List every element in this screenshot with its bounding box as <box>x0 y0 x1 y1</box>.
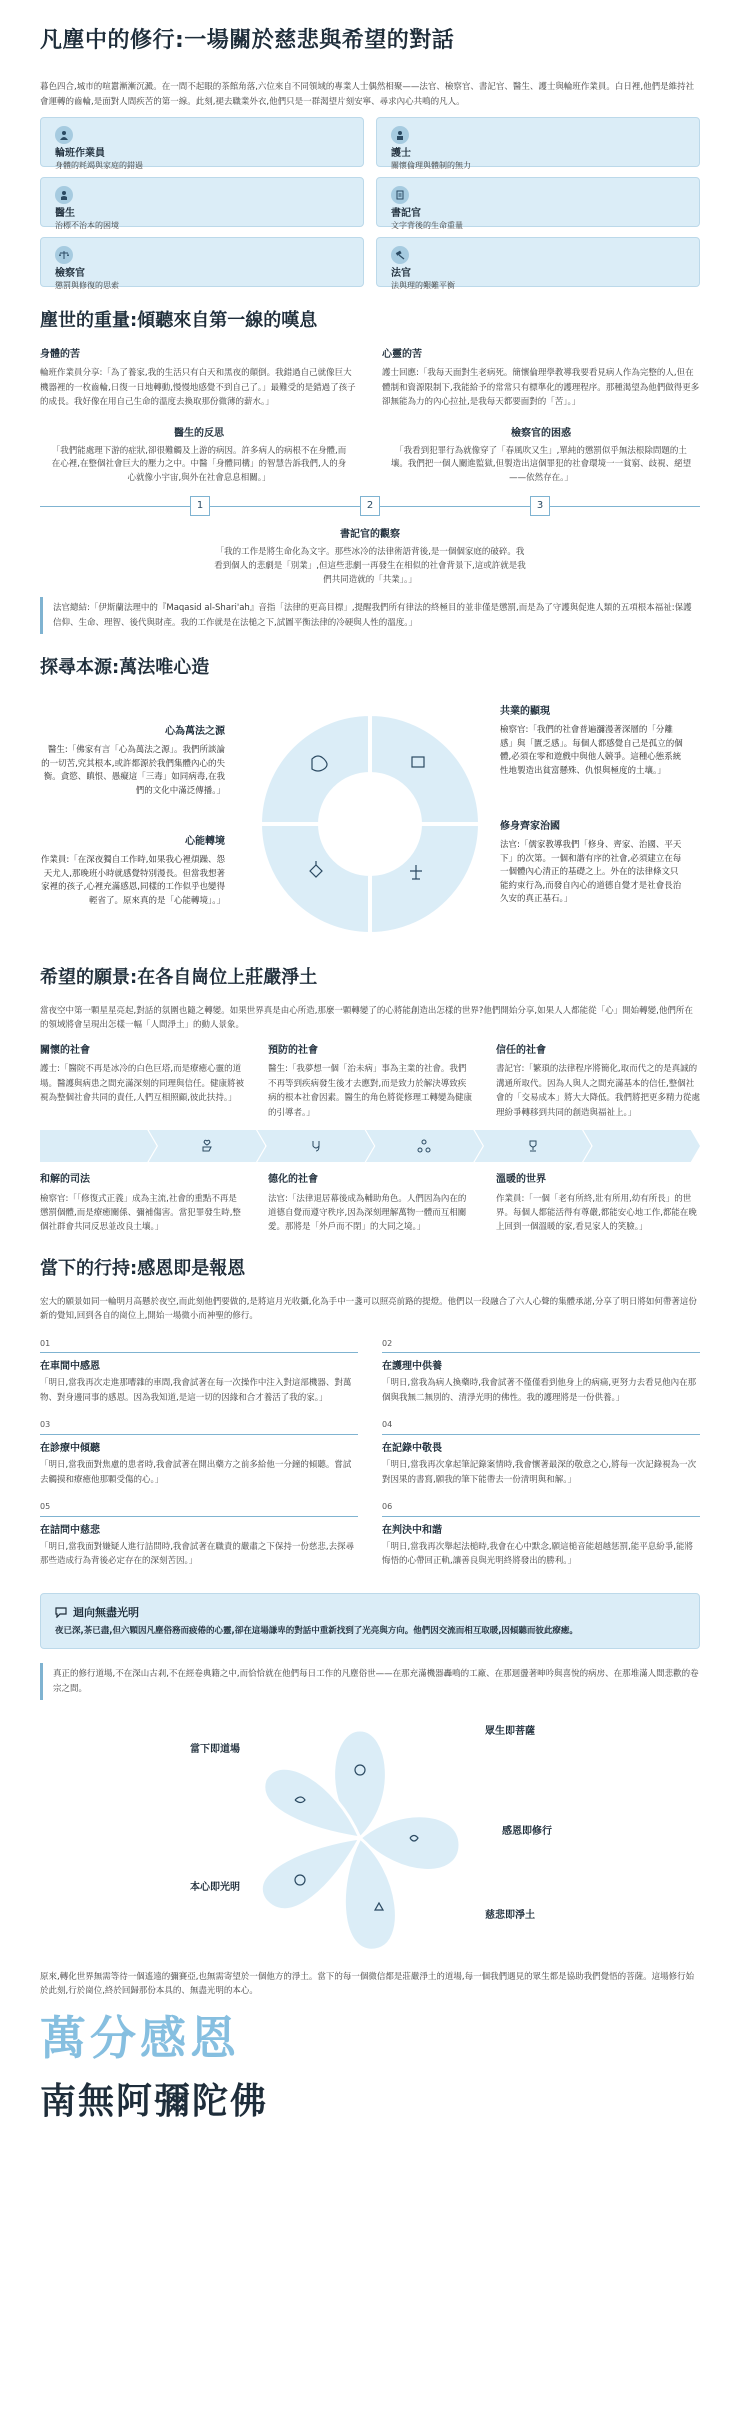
vision-text: 法官:「法律退居幕後成為輔助角色。人們因為內在的道德自覺而遵守秩序,因為深刻理解萬物一體而互相關愛。那將是「外戶而不閉」的大同之境。」 <box>268 1193 467 1233</box>
section3-title: 希望的願景:在各自崗位上莊嚴淨土 <box>40 967 318 988</box>
cycle-block-title: 修身齊家治國 <box>500 821 560 832</box>
document-icon <box>391 186 409 204</box>
amitabha-heading: 南無阿彌陀佛 <box>40 2081 269 2123</box>
petal-label: 本心即光明 <box>190 1881 240 1893</box>
vision-item <box>40 1043 244 1120</box>
step-title: 在詰問中慈悲 <box>40 1524 100 1536</box>
vision-text: 檢察官:「「修復式正義」成為主流,社會的重點不再是懲罰個體,而是療癒關係、彌補傷害。當犯罪發生時,整個社群會共同反思並改良土壤。」 <box>40 1193 241 1233</box>
cycle-block-text: 作業員:「在深夜獨自工作時,如果我心裡煩躁、怨天尤人,那晚班小時就感覺特別漫長。但當我想著家裡的孩子,心裡充滿感恩,同樣的工作似乎也變得輕省了。原來真的是「心能轉境」。」 <box>40 855 225 906</box>
section4-intro: 宏大的願景如同一輪明月高懸於夜空,而此刻他們要做的,是將這月光收攝,化為手中一盞可以照亮前路的提燈。他們以一段融合了六人心聲的集體承諾,分享了明日將如何帶著這份新的覺知,回到各自的崗位上,開始一場微小而神聖的修行。 <box>40 1296 697 1322</box>
judge-summary-text: 法官總結:「伊斯蘭法理中的『Maqasid al-Shari'ah』音指「法律的更高目標」,提醒我們所有律法的終極目的並非僅是懲罰,而是為了守護與促進人類的五項根本福祉:保護信仰、生命、理智、後代與財產。我的工作就是在法槌之下,試圖平衡法律的冷硬與人性的溫度。」 <box>53 603 692 628</box>
petal-flower <box>250 1720 470 1960</box>
quote-title: 書記官的觀察 <box>340 529 400 541</box>
step-number: 05 <box>40 1501 358 1516</box>
section4-title: 當下的行持:感恩即是報恩 <box>40 1257 246 1279</box>
cycle-block-text: 法官:「儒家教導我們「修身、齊家、治國、平天下」的次第。一個和諧有序的社會,必須建立在每一個體內心清正的基礎之上。外在的法律條文只能約束行為,而發自內心的道德自覺才是社會長治久安的真正基石。」 <box>500 840 682 905</box>
clerk-quote <box>205 527 535 587</box>
ring-segment <box>370 714 480 824</box>
gavel-icon <box>391 246 409 264</box>
cycle-block-title: 心能轉境 <box>185 836 225 847</box>
prosecutor-quote <box>382 426 700 486</box>
ring-segment <box>260 824 370 934</box>
role-desc: 文字背後的生命重量 <box>391 220 463 230</box>
practice-step <box>40 1497 358 1569</box>
practice-step <box>40 1415 358 1487</box>
role-card <box>40 237 364 290</box>
body-suffering <box>40 347 358 410</box>
closing-paragraph: 原來,轉化世界無需等待一個遙遠的彌賽亞,也無需寄望於一個他方的淨土。當下的每一個微信都是莊嚴淨土的道場,每一個我們遇見的眾生都是協助我們覺悟的菩薩。這場修行始於此刻,行於崗位,終於回歸那份本具的、無盡光明的本心。 <box>40 1971 695 1997</box>
mind-cycle-diagram <box>40 694 700 944</box>
arrow-segment <box>40 1130 157 1162</box>
chat-icon <box>55 1606 67 1618</box>
step-text: 「明日,當我為病人換藥時,我會試著不僅僅看到他身上的病痛,更努力去看見他內在那個與我無二無別的、清淨光明的佛性。我的護理將是一份供養。」 <box>382 1378 697 1403</box>
reflection-quotes <box>40 426 700 486</box>
ring-segment <box>370 824 480 934</box>
quote-text: 「我們能處理下游的症狀,卻很難觸及上游的病因。許多病人的病根不在身體,而在心裡,在整個社會巨大的壓力之中。中醫「身體同構」的智慧告訴我們,人的身心就像小宇宙,與外在社會息息相關。」 <box>51 445 347 483</box>
stethoscope-icon <box>309 1139 323 1153</box>
vision-text: 書記官:「繁瑣的法律程序將簡化,取而代之的是真誠的溝通所取代。因為人與人之間充滿基本的信任,整個社會的「交易成本」將大大降低。我們將把更多精力從處理紛爭轉移到共同的創造與福祉上。」 <box>496 1064 701 1118</box>
body-text: 輪班作業員分享:「為了養家,我的生活只有白天和黑夜的顛倒。我錯過自己就像巨大機器裡的一枚齒輪,日復一日地轉動,慢慢地感覺不到自己了。」最難受的是錯過了孩子的成長。我好像在用自己生命的溫度去換取那份微薄的薪水。」 <box>40 368 356 408</box>
timeline-node: 3 <box>530 496 550 516</box>
step-title: 在車間中感恩 <box>40 1360 100 1372</box>
quote-title: 醫生的反思 <box>174 427 224 439</box>
vision-item <box>268 1043 472 1120</box>
role-card <box>376 117 700 170</box>
hand-heart-icon <box>200 1139 214 1153</box>
step-title: 在護理中供養 <box>382 1360 442 1372</box>
person-icon <box>55 126 73 144</box>
quote-text: 「我看到犯罪行為就像穿了「春風吹又生」,單純的懲罰似乎無法根除問題的土壤。我們把一個人關進監獄,但製造出這個罪犯的社會環境一一貧窮、歧視、絕望——依然存在。」 <box>390 445 692 483</box>
role-cards <box>40 117 700 290</box>
step-number: 01 <box>40 1338 358 1353</box>
timeline-node: 2 <box>360 496 380 516</box>
petal-label: 感恩即修行 <box>502 1825 552 1837</box>
role-desc: 身體的耗竭與家庭的錯過 <box>55 160 143 170</box>
step-text: 「明日,當我再次拿起筆記錄案情時,我會懷著最深的敬意之心,將每一次記錄視為一次對因果的書寫,願我的筆下能帶去一份清明與和解。」 <box>382 1460 697 1485</box>
vision-item <box>496 1043 700 1120</box>
step-title: 在判決中和諧 <box>382 1524 442 1536</box>
nurse-icon <box>391 126 409 144</box>
timeline-node: 1 <box>190 496 210 516</box>
quote-title: 檢察官的困惑 <box>511 427 571 439</box>
section2-title: 探尋本源:萬法唯心造 <box>40 657 210 679</box>
role-card <box>376 177 700 230</box>
cycle-block-text: 醫生:「佛家有言「心為萬法之源」。我們所談論的一切苦,究其根本,或許都源於我們集體內心的失衡。貪慾、瞋恨、愚癡這「三毒」如同病毒,在我們的文化中滿泛傳播。」 <box>41 745 225 796</box>
vision-text: 醫生:「我夢想一個「治未病」事為主業的社會。我們不再等到疾病發生後才去應對,而是致力於解決導致疾病的根本社會因素。醫生的角色將從修理工轉變為健康的引導者。」 <box>268 1064 473 1118</box>
vision-top-row <box>40 1043 700 1120</box>
step-number: 04 <box>382 1419 700 1434</box>
network-icon <box>417 1139 431 1153</box>
vision-title: 溫暖的世界 <box>496 1174 546 1186</box>
cycle-block-text: 檢察官:「我們的社會普遍瀰漫著深層的「分離感」與「匱乏感」。每個人都感覺自己是孤立的個體,必須在零和遊戲中與他人競爭。這種心態系統性地製造出貧富懸殊、仇恨與極度的土壤。」 <box>500 725 683 776</box>
practice-step <box>382 1415 700 1487</box>
petal-label: 當下即道場 <box>190 1743 240 1755</box>
vision-title: 關懷的社會 <box>40 1044 90 1056</box>
reflection-note <box>40 1663 700 1700</box>
gratitude-heading: 萬分感恩 <box>40 2010 240 2065</box>
vision-text: 作業員:「一個「老有所終,壯有所用,幼有所長」的世界。每個人都能活得有尊嚴,都能安心地工作,都能在晚上回到一個溫暖的家,看見家人的笑臉。」 <box>496 1193 697 1233</box>
judge-summary <box>40 597 700 634</box>
intro-paragraph: 暮色四合,城市的喧囂漸漸沉澱。在一間不起眼的茶館角落,六位來自不同領域的專業人士偶然相聚——法官、檢察官、書記官、醫生、護士與輪班作業員。白日裡,他們是維持社會運轉的齒輪,是面對人間疾苦的第一線。此刻,褪去職業外衣,他們只是一群渴望片刻安寧、尋求內心共鳴的凡人。 <box>40 82 695 107</box>
arrow-segment <box>257 1130 374 1162</box>
cycle-block <box>40 834 225 908</box>
heart-text: 護士回應:「我每天面對生老病死。簡懷倫理學教導我要看見病人作為完整的人,但在體制和資源限制下,我能給予的常常只有標準化的護理程序。那種渴望為他們做得更多卻無能為力的內心拉扯,是我每天都要面對的「苦」。」 <box>382 368 700 408</box>
step-text: 「明日,當我面對焦慮的患者時,我會試著在開出藥方之前多給他一分鐘的傾聽。嘗試去觸摸和療癒他那顆受傷的心。」 <box>40 1460 352 1485</box>
body-label: 身體的苦 <box>40 348 80 360</box>
ring-segment <box>260 714 370 824</box>
petal-label: 眾生即菩薩 <box>485 1725 535 1737</box>
heart-suffering <box>382 347 700 410</box>
section1-title: 塵世的重量:傾聽來自第一線的嘆息 <box>40 309 318 331</box>
reflection-text: 真正的修行道場,不在深山古剎,不在經卷典籍之中,而恰恰就在他們每日工作的凡塵俗世——在那充滿機器轟鳴的工廠、在那迴盪著呻吟與喜悅的病房、在那堆滿人間悲歡的卷宗之間。 <box>53 1669 699 1694</box>
cycle-block-title: 心為萬法之源 <box>165 726 225 737</box>
doctor-quote <box>40 426 358 486</box>
vision-item <box>40 1172 244 1235</box>
vision-arrow-strip <box>40 1130 700 1162</box>
step-title: 在診療中傾聽 <box>40 1442 100 1454</box>
arrow-segment <box>366 1130 483 1162</box>
cycle-block <box>500 704 685 778</box>
role-title: 檢察官 <box>55 267 85 279</box>
practice-steps <box>40 1334 700 1579</box>
cycle-block <box>40 724 225 798</box>
role-title: 醫生 <box>55 207 75 219</box>
step-text: 「明日,當我面對嫌疑人進行詰問時,我會試著在職責的嚴肅之下保持一份慈悲,去探尋那些造成行為背後必定存在的深刻苦因。」 <box>40 1542 355 1567</box>
step-number: 03 <box>40 1419 358 1434</box>
role-desc: 法與理的艱難平衡 <box>391 280 455 290</box>
cycle-block <box>500 819 685 907</box>
dedication-callout <box>40 1593 700 1649</box>
arrow-segment <box>149 1130 266 1162</box>
vision-title: 信任的社會 <box>496 1044 546 1056</box>
suffering-columns <box>40 347 700 410</box>
scales-icon <box>55 246 73 264</box>
step-title: 在記錄中敬畏 <box>382 1442 442 1454</box>
practice-step <box>382 1497 700 1569</box>
heart-label: 心靈的苦 <box>382 348 422 360</box>
role-desc: 關懷倫理與體制的無力 <box>391 160 471 170</box>
callout-text: 夜已深,茶已盡,但六顆因凡塵俗務而疲倦的心靈,卻在這場謙卑的對話中重新找到了光亮與方向。他們因交流而相互取暖,因傾聽而彼此療癒。 <box>55 1625 578 1636</box>
cycle-block-title: 共業的顯現 <box>500 706 550 717</box>
petal-diagram <box>40 1700 700 1970</box>
page-title: 凡塵中的修行:一場關於慈悲與希望的對話 <box>40 28 455 53</box>
vision-item <box>496 1172 700 1235</box>
vision-title: 德化的社會 <box>268 1174 318 1186</box>
role-card <box>376 237 700 290</box>
quote-text: 「我的工作是將生命化為文字。那些冰冷的法律術語背後,是一個個家庭的破碎。我看到個人的悲劇是「別業」,但這些悲劇一再發生在相似的社會背景下,這或許就是我們共同造就的「共業」。」 <box>214 547 526 585</box>
role-title: 輪班作業員 <box>55 147 105 159</box>
role-card <box>40 177 364 230</box>
role-desc: 懲罰與修復的思索 <box>55 280 119 290</box>
practice-step <box>40 1334 358 1406</box>
callout-title: 迴向無盡光明 <box>73 1605 139 1619</box>
step-number: 02 <box>382 1338 700 1353</box>
practice-step <box>382 1334 700 1406</box>
arrow-segment <box>475 1130 592 1162</box>
vision-title: 和解的司法 <box>40 1174 90 1186</box>
vision-text: 護士:「醫院不再是冰冷的白色巨塔,而是療癒心靈的道場。醫護與病患之間充滿深刻的同理與信任。健康將被視為整個社會共同的責任,人們互相照顧,彼此扶持。」 <box>40 1064 245 1104</box>
role-title: 書記官 <box>391 207 421 219</box>
vision-item <box>268 1172 472 1235</box>
ring-diagram <box>250 709 490 939</box>
section3-intro: 當夜空中第一顆星星亮起,對話的氛圍也隨之轉變。如果世界真是由心所造,那麼一顆轉變了的心將能創造出怎樣的世界?他們開始分享,如果人人都能從「心」開始轉變,他們所在的領域將會呈現出怎樣一幅「人間淨土」的動人景象。 <box>40 1005 693 1031</box>
step-text: 「明日,當我再次走進那嘈雜的車間,我會試著在每一次操作中注入對這部機器、對萬物、對身邊同事的感恩。因為我知道,是這一切的因緣和合才養活了我的家。」 <box>40 1378 352 1403</box>
role-title: 法官 <box>391 267 411 279</box>
vision-bottom-row <box>40 1172 700 1235</box>
role-desc: 治標不治本的困境 <box>55 220 119 230</box>
petal-label: 慈悲即淨土 <box>485 1909 535 1921</box>
role-card <box>40 117 364 170</box>
trophy-icon <box>526 1139 540 1153</box>
timeline <box>40 491 700 521</box>
doctor-icon <box>55 186 73 204</box>
step-text: 「明日,當我再次舉起法槌時,我會在心中默念,願這槌音能超越惩罰,能平息紛爭,能將悔悟的心帶回正軌,讓善良與光明終將發出的勝利。」 <box>382 1542 694 1567</box>
callout-heading <box>55 1604 685 1621</box>
arrow-segment <box>583 1130 700 1162</box>
vision-title: 預防的社會 <box>268 1044 318 1056</box>
role-title: 護士 <box>391 147 411 159</box>
step-number: 06 <box>382 1501 700 1516</box>
